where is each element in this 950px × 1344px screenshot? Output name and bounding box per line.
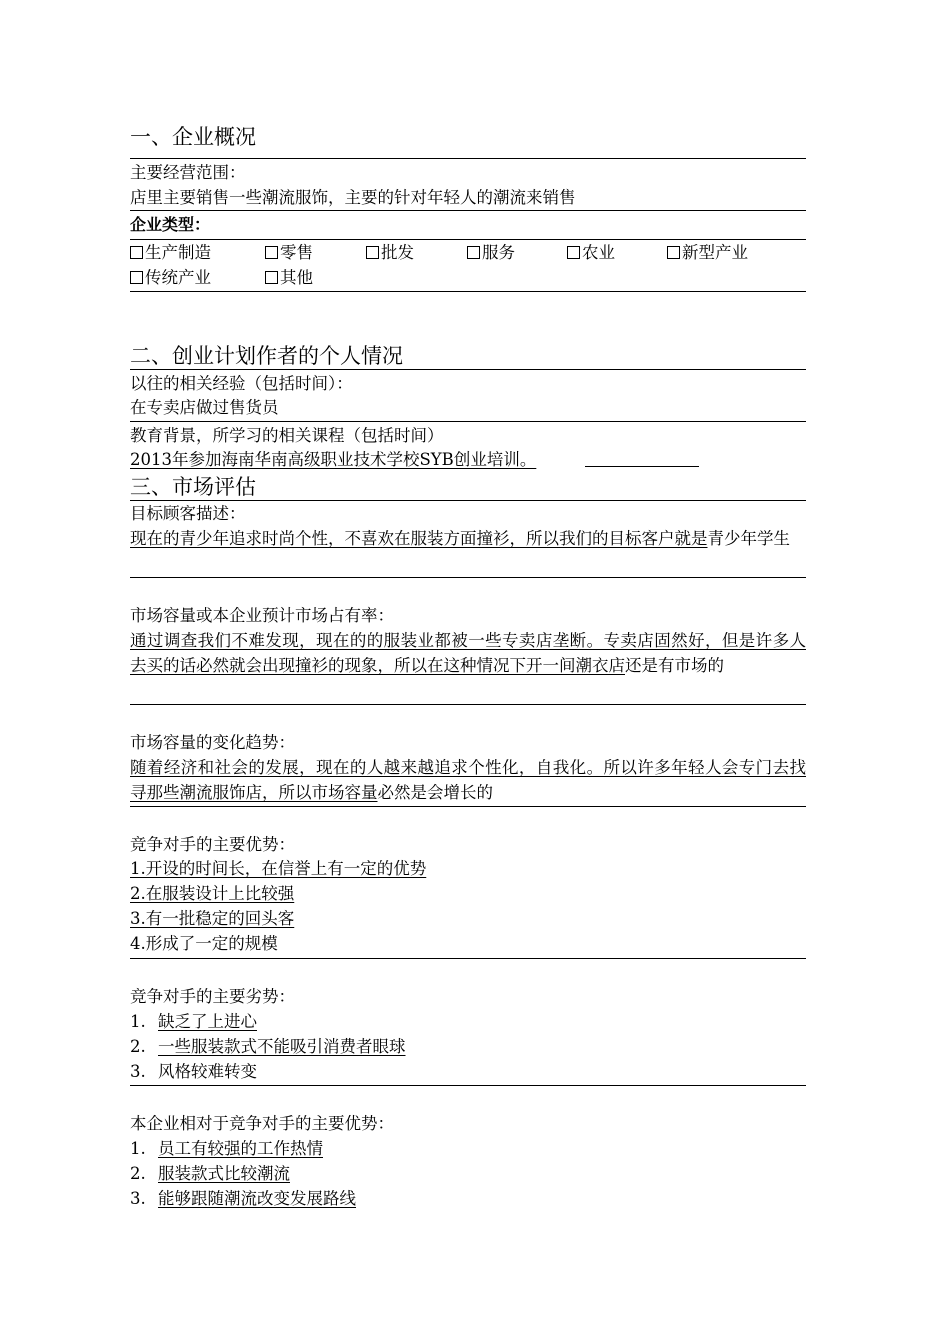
market-trend-label: 市场容量的变化趋势： (130, 733, 295, 752)
market-share-label: 市场容量或本企业预计市场占有率： (130, 606, 394, 625)
divider (130, 500, 806, 501)
divider (130, 239, 806, 240)
type-option-wholesale[interactable]: 批发 (366, 241, 414, 265)
checkbox-icon[interactable] (130, 246, 143, 259)
type-option-service[interactable]: 服务 (467, 241, 515, 265)
type-label: 企业类型： (130, 215, 211, 234)
type-option-agriculture[interactable]: 农业 (567, 241, 615, 265)
divider (130, 704, 806, 705)
market-share-value: 通过调查我们不难发现，现在的的服装业都被一些专卖店垄断。专卖店固然好，但是许多人去买的话必然就会出现撞衫的现象，所以在这种情况下开一间潮衣店还是有市场的 (130, 631, 806, 675)
checkbox-icon[interactable] (265, 246, 278, 259)
competitor-weakness-item: 3. 风格较难转变 (130, 1062, 257, 1081)
divider (130, 369, 806, 370)
divider (130, 421, 806, 422)
experience-label: 以往的相关经验（包括时间）： (130, 374, 353, 393)
target-customer-value: 现在的青少年追求时尚个性，不喜欢在服装方面撞衫，所以我们的目标客户就是青少年学生 (130, 529, 790, 548)
divider (130, 291, 806, 292)
divider (130, 210, 806, 211)
competitor-weakness-item: 2. 一些服装款式不能吸引消费者眼球 (130, 1037, 406, 1056)
checkbox-icon[interactable] (567, 246, 580, 259)
section-1-heading: 一、企业概况 (130, 125, 256, 149)
education-label: 教育背景，所学习的相关课程（包括时间） (130, 426, 444, 445)
checkbox-icon[interactable] (265, 271, 278, 284)
divider (130, 958, 806, 959)
competitor-advantage-item: 4.形成了一定的规模 (130, 934, 278, 953)
checkbox-icon[interactable] (366, 246, 379, 259)
divider (130, 158, 806, 159)
own-advantage-item: 3. 能够跟随潮流改变发展路线 (130, 1189, 356, 1208)
checkbox-icon[interactable] (130, 271, 143, 284)
underline (585, 466, 699, 467)
scope-label: 主要经营范围： (130, 163, 246, 182)
competitor-weaknesses-label: 竞争对手的主要劣势： (130, 987, 295, 1006)
own-advantage-item: 2. 服装款式比较潮流 (130, 1164, 290, 1183)
divider (130, 1085, 806, 1086)
type-option-new-industry[interactable]: 新型产业 (667, 241, 748, 265)
section-3-heading: 三、市场评估 (130, 475, 256, 499)
education-value: 2013年参加海南华南高级职业技术学校SYB创业培训。 (130, 450, 537, 469)
market-trend-value: 随着经济和社会的发展，现在的人越来越追求个性化，自我化。所以许多年轻人会专门去找寻那些潮流服饰店，所以市场容量必然是会增长的 (130, 758, 806, 802)
competitor-advantage-item: 2.在服装设计上比较强 (130, 884, 295, 903)
divider (130, 806, 806, 807)
competitor-advantages-label: 竞争对手的主要优势： (130, 835, 295, 854)
experience-value: 在专卖店做过售货员 (130, 398, 279, 417)
competitor-advantage-item: 1.开设的时间长，在信誉上有一定的优势 (130, 859, 427, 878)
type-option-other[interactable]: 其他 (265, 266, 313, 290)
checkbox-icon[interactable] (667, 246, 680, 259)
divider (130, 577, 806, 578)
type-option-retail[interactable]: 零售 (265, 241, 313, 265)
competitor-advantage-item: 3.有一批稳定的回头客 (130, 909, 295, 928)
type-option-manufacturing[interactable]: 生产制造 (130, 241, 211, 265)
own-advantage-item: 1. 员工有较强的工作热情 (130, 1139, 323, 1158)
competitor-weakness-item: 1. 缺乏了上进心 (130, 1012, 257, 1031)
checkbox-icon[interactable] (467, 246, 480, 259)
scope-value: 店里主要销售一些潮流服饰，主要的针对年轻人的潮流来销售 (130, 188, 576, 207)
own-advantages-label: 本企业相对于竞争对手的主要优势： (130, 1114, 394, 1133)
type-option-traditional-industry[interactable]: 传统产业 (130, 266, 211, 290)
target-customer-label: 目标顾客描述： (130, 504, 246, 523)
section-2-heading: 二、创业计划作者的个人情况 (130, 344, 403, 368)
